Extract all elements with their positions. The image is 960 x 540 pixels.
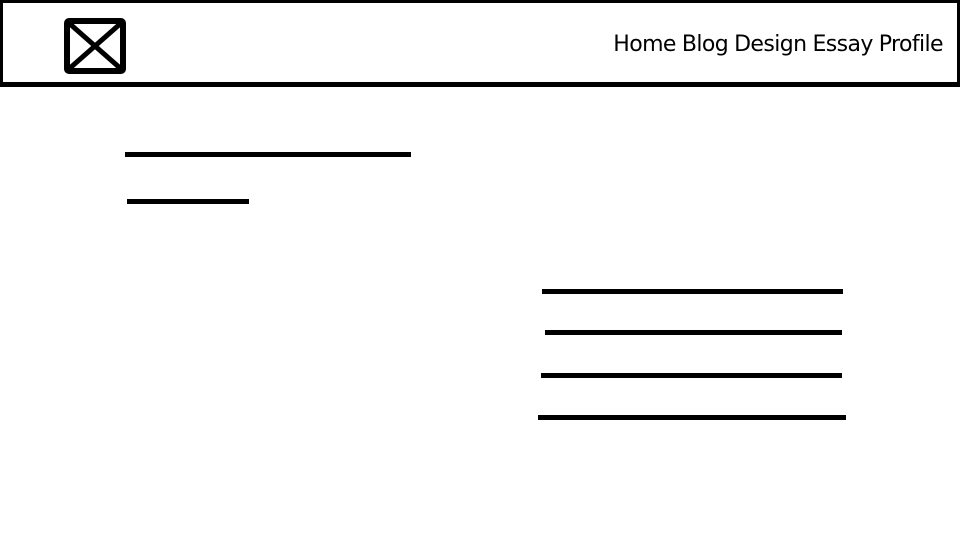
hero-title-placeholder-line (125, 152, 411, 157)
text-placeholder-line (542, 289, 843, 294)
text-placeholder-line (538, 415, 846, 420)
nav-item-home[interactable]: Home (613, 32, 676, 57)
image-placeholder-icon[interactable] (64, 18, 126, 74)
site-header (0, 0, 960, 87)
nav-item-blog[interactable]: Blog (681, 32, 729, 57)
nav-item-essay[interactable]: Essay (812, 32, 873, 57)
hero-subtitle-placeholder-line (127, 199, 249, 204)
text-placeholder-line (541, 373, 842, 378)
main-nav (613, 31, 943, 59)
nav-item-design[interactable]: Design (734, 32, 807, 57)
text-placeholder-line (545, 330, 842, 335)
nav-item-profile[interactable]: Profile (878, 32, 943, 57)
